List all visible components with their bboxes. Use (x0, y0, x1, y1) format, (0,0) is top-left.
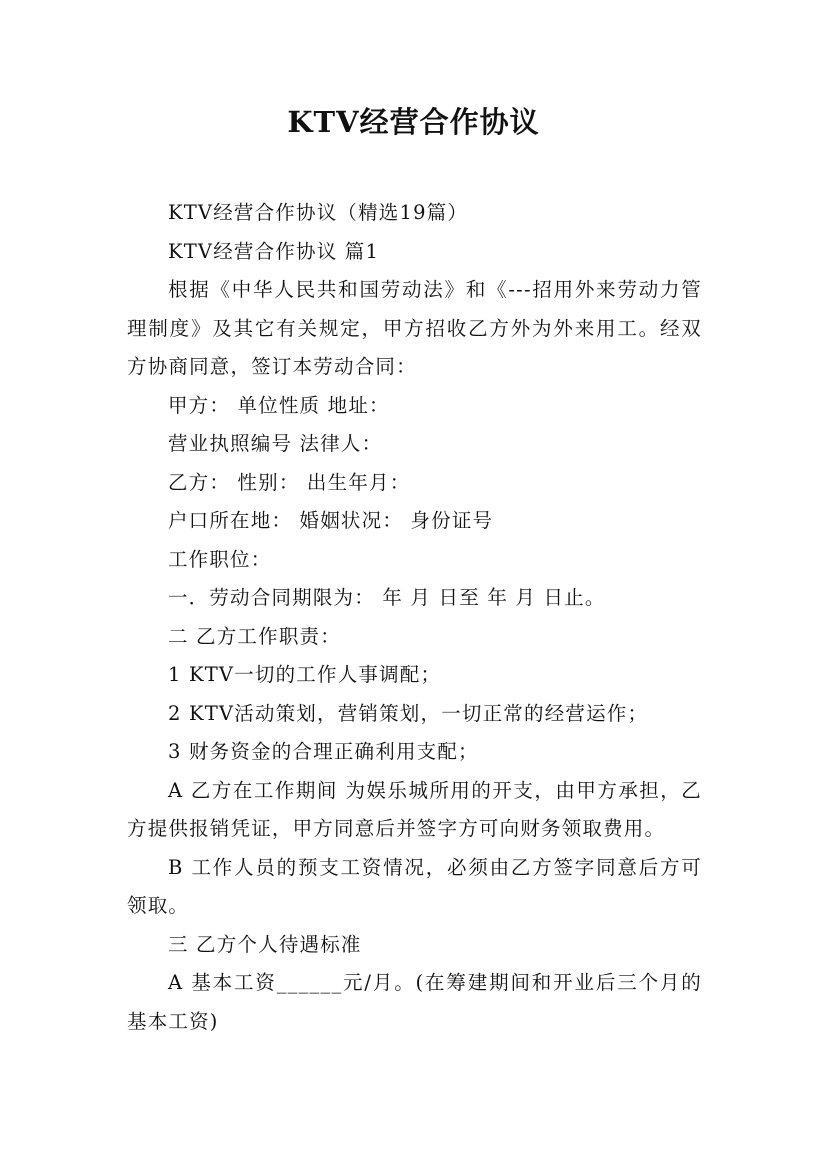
paragraph: 1 KTV一切的工作人事调配； (167, 663, 442, 686)
paragraph: 2 KTV活动策划，营销策划，一切正常的经营运作； (167, 701, 649, 725)
document-title: KTV经营合作协议 (287, 105, 540, 139)
paragraph: 工作职位： (167, 547, 272, 571)
paragraph: 根据《中华人民共和国劳动法》和《---招用外来劳动力管理制度》及其它有关规定，甲方招收乙方外为外来用工。经双方协商同意，签订本劳动合同： (127, 278, 702, 378)
paragraph: 营业执照编号 法律人： (167, 432, 383, 455)
paragraph: 甲方： 单位性质 地址： (167, 393, 390, 417)
paragraph: 乙方： 性别： 出生年月： (167, 470, 411, 494)
paragraph: B 工作人员的预支工资情况，必须由乙方签字同意后方可领取。 (127, 855, 702, 917)
paragraph: 户口所在地： 婚姻状况： 身份证号 (167, 509, 494, 532)
paragraph: 一．劳动合同期限为： 年 月 日至 年 月 日止。 (167, 586, 606, 609)
paragraph: 三 乙方个人待遇标准 (167, 932, 362, 956)
paragraph: KTV经营合作协议 篇1 (167, 239, 380, 263)
paragraph: A 基本工资______元/月。(在筹建期间和开业后三个月的基本工资) (127, 971, 702, 1033)
paragraph: KTV经营合作协议（精选19篇） (167, 201, 469, 224)
paragraph: 二 乙方工作职责： (167, 624, 341, 648)
paragraph: A 乙方在工作期间 为娱乐城所用的开支，由甲方承担，乙方提供报销凭证，甲方同意后并签字方可向财务领取费用。 (127, 778, 702, 840)
document-body (127, 194, 702, 1041)
paragraph: 3 财务资金的合理正确利用支配； (167, 740, 479, 763)
